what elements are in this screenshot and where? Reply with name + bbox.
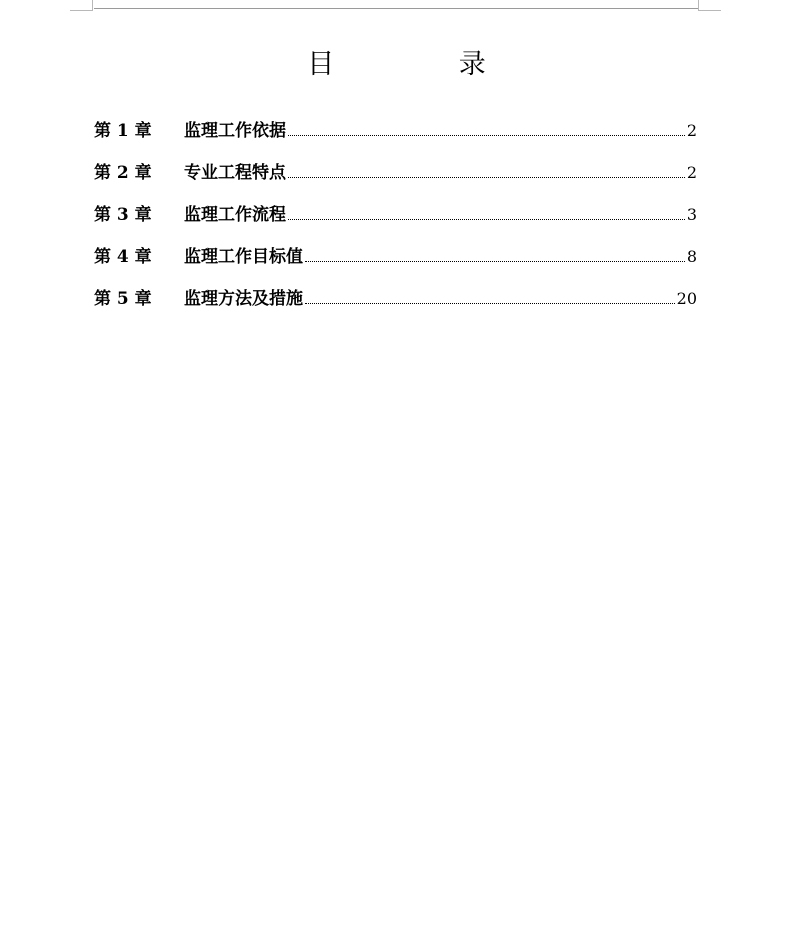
toc-entry[interactable] — [94, 245, 697, 287]
toc-chapter-number: 第 1 章 — [94, 121, 152, 141]
crop-mark-left-horizontal — [70, 10, 92, 11]
toc-page-number: 3 — [686, 205, 697, 224]
toc-chapter-number: 第 2 章 — [94, 163, 152, 183]
toc-dot-leader — [305, 260, 685, 262]
crop-mark-right-horizontal — [699, 10, 721, 11]
toc-entry[interactable] — [94, 203, 697, 245]
toc-page-number: 8 — [686, 247, 697, 266]
toc-list — [94, 119, 697, 329]
toc-title: 目 录 — [307, 49, 544, 80]
toc-entry[interactable] — [94, 161, 697, 203]
toc-chapter-title: 监理工作流程 — [184, 205, 286, 225]
crop-mark-left-vertical — [92, 0, 93, 11]
page-top-margin-line — [94, 8, 698, 9]
toc-entry[interactable] — [94, 119, 697, 161]
toc-page-number: 2 — [686, 121, 697, 140]
toc-dot-leader — [288, 218, 685, 220]
toc-dot-leader — [305, 302, 675, 304]
toc-page-number: 2 — [686, 163, 697, 182]
toc-chapter-title: 监理工作依据 — [184, 121, 286, 141]
toc-chapter-title: 专业工程特点 — [184, 163, 286, 183]
toc-chapter-title: 监理工作目标值 — [184, 247, 303, 267]
toc-dot-leader — [288, 134, 685, 136]
toc-chapter-number: 第 4 章 — [94, 247, 152, 267]
toc-chapter-title: 监理方法及措施 — [184, 289, 303, 309]
crop-mark-right-vertical — [698, 0, 699, 11]
toc-entry[interactable] — [94, 287, 697, 329]
toc-chapter-number: 第 5 章 — [94, 289, 152, 309]
toc-dot-leader — [288, 176, 685, 178]
toc-chapter-number: 第 3 章 — [94, 205, 152, 225]
toc-page-number: 20 — [676, 289, 697, 308]
